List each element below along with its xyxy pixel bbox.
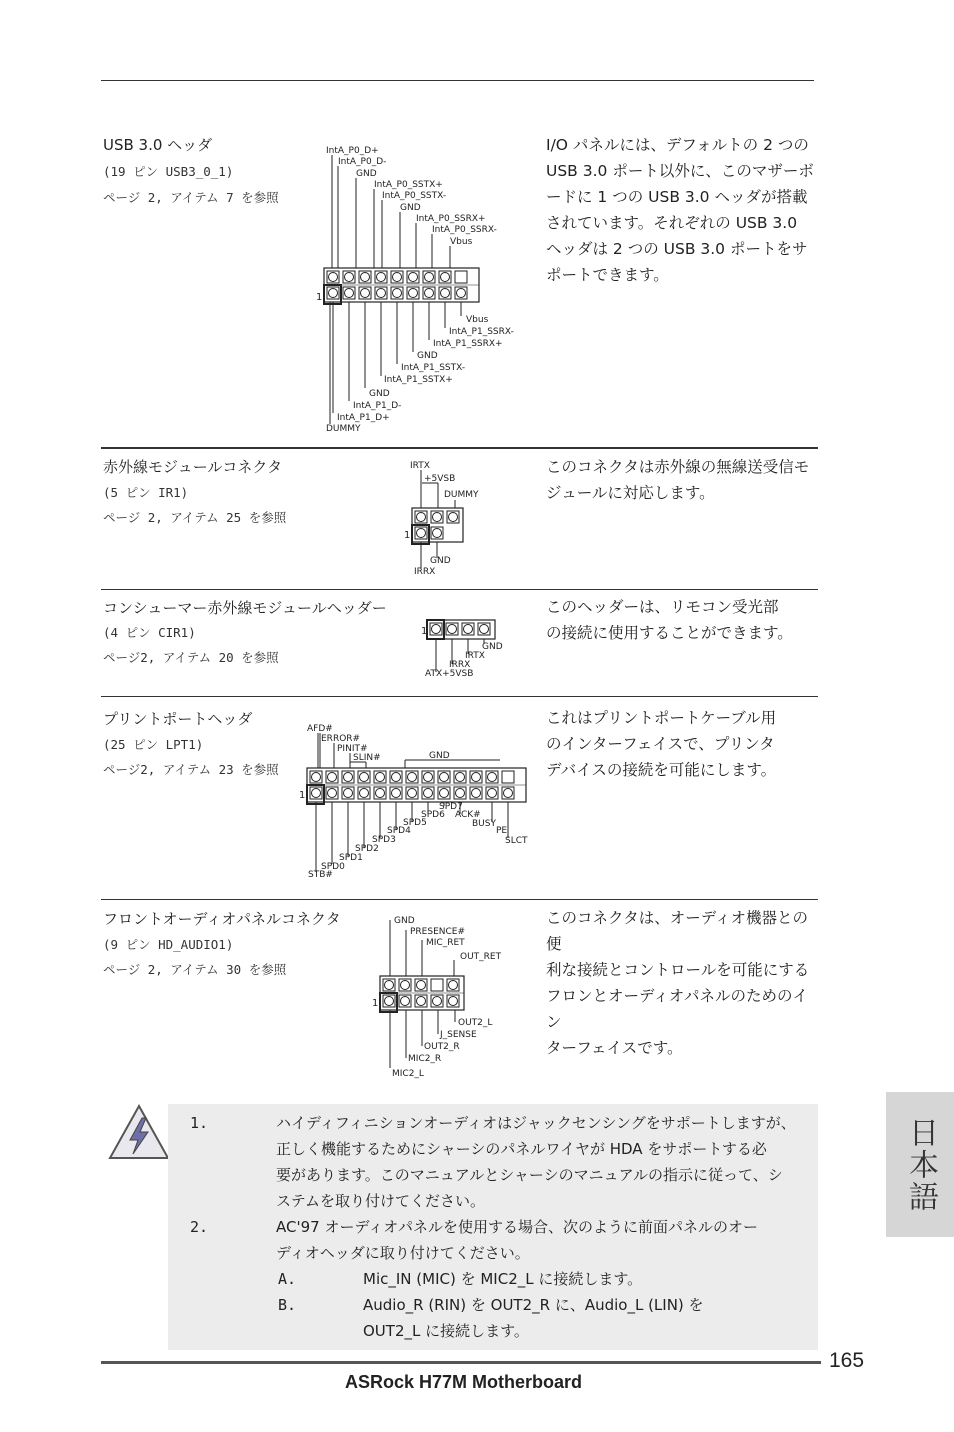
- note-number: 1.: [190, 1114, 209, 1132]
- pin-label: GND: [482, 642, 503, 652]
- section-divider: [101, 696, 818, 697]
- pin-label: PRESENCE#: [410, 927, 466, 937]
- pin-label: IntA_P0_SSRX+: [416, 214, 486, 224]
- audio-description: [546, 905, 818, 1061]
- pin-label: GND: [429, 751, 450, 761]
- desc-line: これはプリントポートケーブル用: [546, 709, 777, 727]
- usb3-title: USB 3.0 ヘッダ: [103, 136, 213, 154]
- ir-title: 赤外線モジュールコネクタ: [103, 458, 283, 476]
- pin-label: SPD1: [339, 853, 363, 863]
- pin-label: IRRX: [449, 660, 471, 670]
- pin-label: MIC_RET: [426, 938, 465, 948]
- note-line: ディオヘッダに取り付けてください。: [276, 1244, 530, 1262]
- note-sub-label: B.: [278, 1296, 297, 1314]
- pin-label: Vbus: [450, 237, 473, 247]
- desc-line: の接続に使用することができます。: [546, 624, 793, 642]
- cir-pins: (4 ピン CIR1): [103, 625, 196, 640]
- pin-label: IntA_P1_D+: [337, 413, 390, 423]
- page-number: 165: [829, 1349, 865, 1372]
- pin-label: GND: [369, 389, 390, 399]
- lpt-title: プリントポートヘッダ: [103, 710, 253, 728]
- pin-label: IntA_P0_SSTX-: [382, 191, 447, 201]
- audio-header-diagram: [368, 910, 518, 1082]
- pin-label: AFD#: [307, 724, 333, 734]
- pin-label: MIC2_L: [392, 1069, 424, 1079]
- cir-description: [546, 594, 816, 646]
- usb3-description: [546, 132, 816, 288]
- pin-label: BUSY: [472, 819, 496, 829]
- pin-label: MIC2_R: [408, 1054, 442, 1064]
- desc-line: されています。それぞれの USB 3.0: [546, 214, 798, 232]
- ir-pins: (5 ピン IR1): [103, 485, 189, 500]
- note-line: ハイディフィニションオーディオはジャックセンシングをサポートしますが、: [276, 1114, 796, 1132]
- pin-label: SPD4: [387, 826, 411, 836]
- note-sub-label: A.: [278, 1270, 297, 1288]
- pin1-label: 1: [404, 530, 411, 541]
- usb3-header-diagram: [310, 140, 540, 440]
- pin-label: DUMMY: [326, 424, 361, 434]
- pin-label: IRRX: [414, 567, 436, 577]
- pin-label: SPD7: [439, 802, 463, 812]
- desc-line: ヘッダは 2 つの USB 3.0 ポートをサ: [546, 240, 808, 258]
- pin-label: PE: [496, 826, 508, 836]
- pin-label: SPD6: [421, 810, 445, 820]
- ir-ref: ページ 2, アイテム 25 を参照: [103, 510, 287, 525]
- pin-label: IntA_P0_SSRX-: [432, 225, 497, 235]
- usb3-pins: (19 ピン USB3_0_1): [103, 164, 234, 179]
- lpt-header-diagram: [295, 720, 535, 885]
- language-tab: [886, 1092, 954, 1237]
- top-rule: [101, 80, 814, 81]
- pin-label: PINIT#: [337, 744, 368, 754]
- note-line: Mic_IN (MIC) を MIC2_L に接続します。: [363, 1270, 643, 1288]
- pin-label: SLIN#: [353, 753, 381, 763]
- pin-label: ERROR#: [321, 734, 361, 744]
- pin-label: STB#: [308, 870, 333, 880]
- pin-label: SPD0: [321, 862, 345, 872]
- footer-rule: [101, 1361, 821, 1364]
- pin-label: ATX+5VSB: [425, 669, 474, 679]
- pin-label: SPD5: [403, 818, 427, 828]
- pin-label: IntA_P1_SSRX-: [449, 327, 514, 337]
- desc-line: USB 3.0 ポート以外に、このマザーボ: [546, 162, 814, 180]
- desc-line: このヘッダーは、リモコン受光部: [546, 598, 779, 616]
- pin-label: OUT2_L: [458, 1018, 493, 1028]
- lpt-ref: ページ2, アイテム 23 を参照: [103, 762, 279, 777]
- desc-line: ードに 1 つの USB 3.0 ヘッダが搭載: [546, 188, 808, 206]
- desc-line: このコネクタは赤外線の無線送受信モ: [546, 458, 810, 476]
- section-divider: [101, 589, 818, 590]
- lpt-description: [546, 705, 816, 783]
- pin-label: IRTX: [410, 461, 430, 471]
- pin-label: Vbus: [466, 315, 489, 325]
- desc-line: I/O パネルには、デフォルトの 2 つの: [546, 136, 809, 154]
- pin-label: IRTX: [465, 651, 485, 661]
- pin-label: SPD3: [372, 835, 396, 845]
- desc-line: ポートできます。: [546, 266, 669, 284]
- pin-label: IntA_P0_D+: [326, 146, 379, 156]
- ir-header-diagram: [400, 456, 510, 581]
- pin-label: IntA_P1_SSTX+: [384, 375, 453, 385]
- pin-label: GND: [400, 203, 421, 213]
- audio-pins: (9 ピン HD_AUDIO1): [103, 937, 234, 952]
- pin-label: IntA_P0_SSTX+: [374, 180, 443, 190]
- pin-label: IntA_P1_D-: [353, 401, 402, 411]
- note-box: [168, 1104, 818, 1350]
- note-number: 2.: [190, 1218, 209, 1236]
- cir-ref: ページ2, アイテム 20 を参照: [103, 650, 279, 665]
- pin-label: GND: [417, 351, 438, 361]
- desc-line: 利な接続とコントロールを可能にする: [546, 961, 810, 979]
- section-divider: [101, 899, 818, 900]
- pin-label: GND: [356, 169, 377, 179]
- pin-label: GND: [430, 556, 451, 566]
- pin-label: J_SENSE: [440, 1030, 477, 1040]
- section-divider: [101, 447, 818, 449]
- note-line: 要があります。このマニュアルとシャーシのマニュアルの指示に従って、シ: [276, 1166, 783, 1184]
- note-line: 正しく機能するためにシャーシのパネルワイヤが HDA をサポートする必: [276, 1140, 767, 1158]
- pin-label: IntA_P0_D-: [338, 157, 387, 167]
- pin1-label: 1: [421, 626, 428, 637]
- pin1-label: 1: [299, 790, 306, 801]
- note-line: ステムを取り付けてください。: [276, 1192, 485, 1210]
- pin1-label: 1: [316, 292, 323, 303]
- desc-line: このコネクタは、オーディオ機器との便: [546, 909, 808, 953]
- pin1-label: 1: [372, 998, 379, 1009]
- pin-label: SLCT: [505, 836, 528, 846]
- cir-title: コンシューマー赤外線モジュールヘッダー: [103, 599, 387, 617]
- pin-label: GND: [394, 916, 415, 926]
- pin-label: OUT2_R: [424, 1042, 460, 1052]
- cir-header-diagram: [415, 614, 525, 680]
- desc-line: ターフェイスです。: [546, 1039, 683, 1057]
- audio-ref: ページ 2, アイテム 30 を参照: [103, 962, 287, 977]
- pin-label: IntA_P1_SSTX-: [401, 363, 466, 373]
- footer-title: ASRock H77M Motherboard: [345, 1372, 583, 1392]
- pin-label: ACK#: [455, 810, 481, 820]
- usb3-ref: ページ 2, アイテム 7 を参照: [103, 190, 279, 205]
- pin-label: IntA_P1_SSRX+: [433, 339, 503, 349]
- desc-line: ジュールに対応します。: [546, 484, 715, 502]
- lpt-pins: (25 ピン LPT1): [103, 737, 204, 752]
- pin-label: DUMMY: [444, 490, 479, 500]
- desc-line: のインターフェイスで、プリンタ: [546, 735, 775, 753]
- desc-line: デバイスの接続を可能にします。: [546, 761, 777, 779]
- ir-description: [546, 454, 816, 506]
- warning-icon: [106, 1102, 172, 1162]
- desc-line: フロンとオーディオパネルのためのイン: [546, 987, 808, 1031]
- audio-title: フロントオーディオパネルコネクタ: [103, 910, 341, 928]
- pin-label: SPD2: [355, 844, 379, 854]
- pin-label: OUT_RET: [460, 952, 502, 962]
- note-line: AC'97 オーディオパネルを使用する場合、次のように前面パネルのオー: [276, 1218, 758, 1236]
- pin-label: +5VSB: [424, 474, 456, 484]
- language-tab-label: 日本語: [903, 1116, 938, 1213]
- note-line: OUT2_L に接続します。: [363, 1322, 529, 1340]
- note-line: Audio_R (RIN) を OUT2_R に、Audio_L (LIN) を: [363, 1296, 704, 1314]
